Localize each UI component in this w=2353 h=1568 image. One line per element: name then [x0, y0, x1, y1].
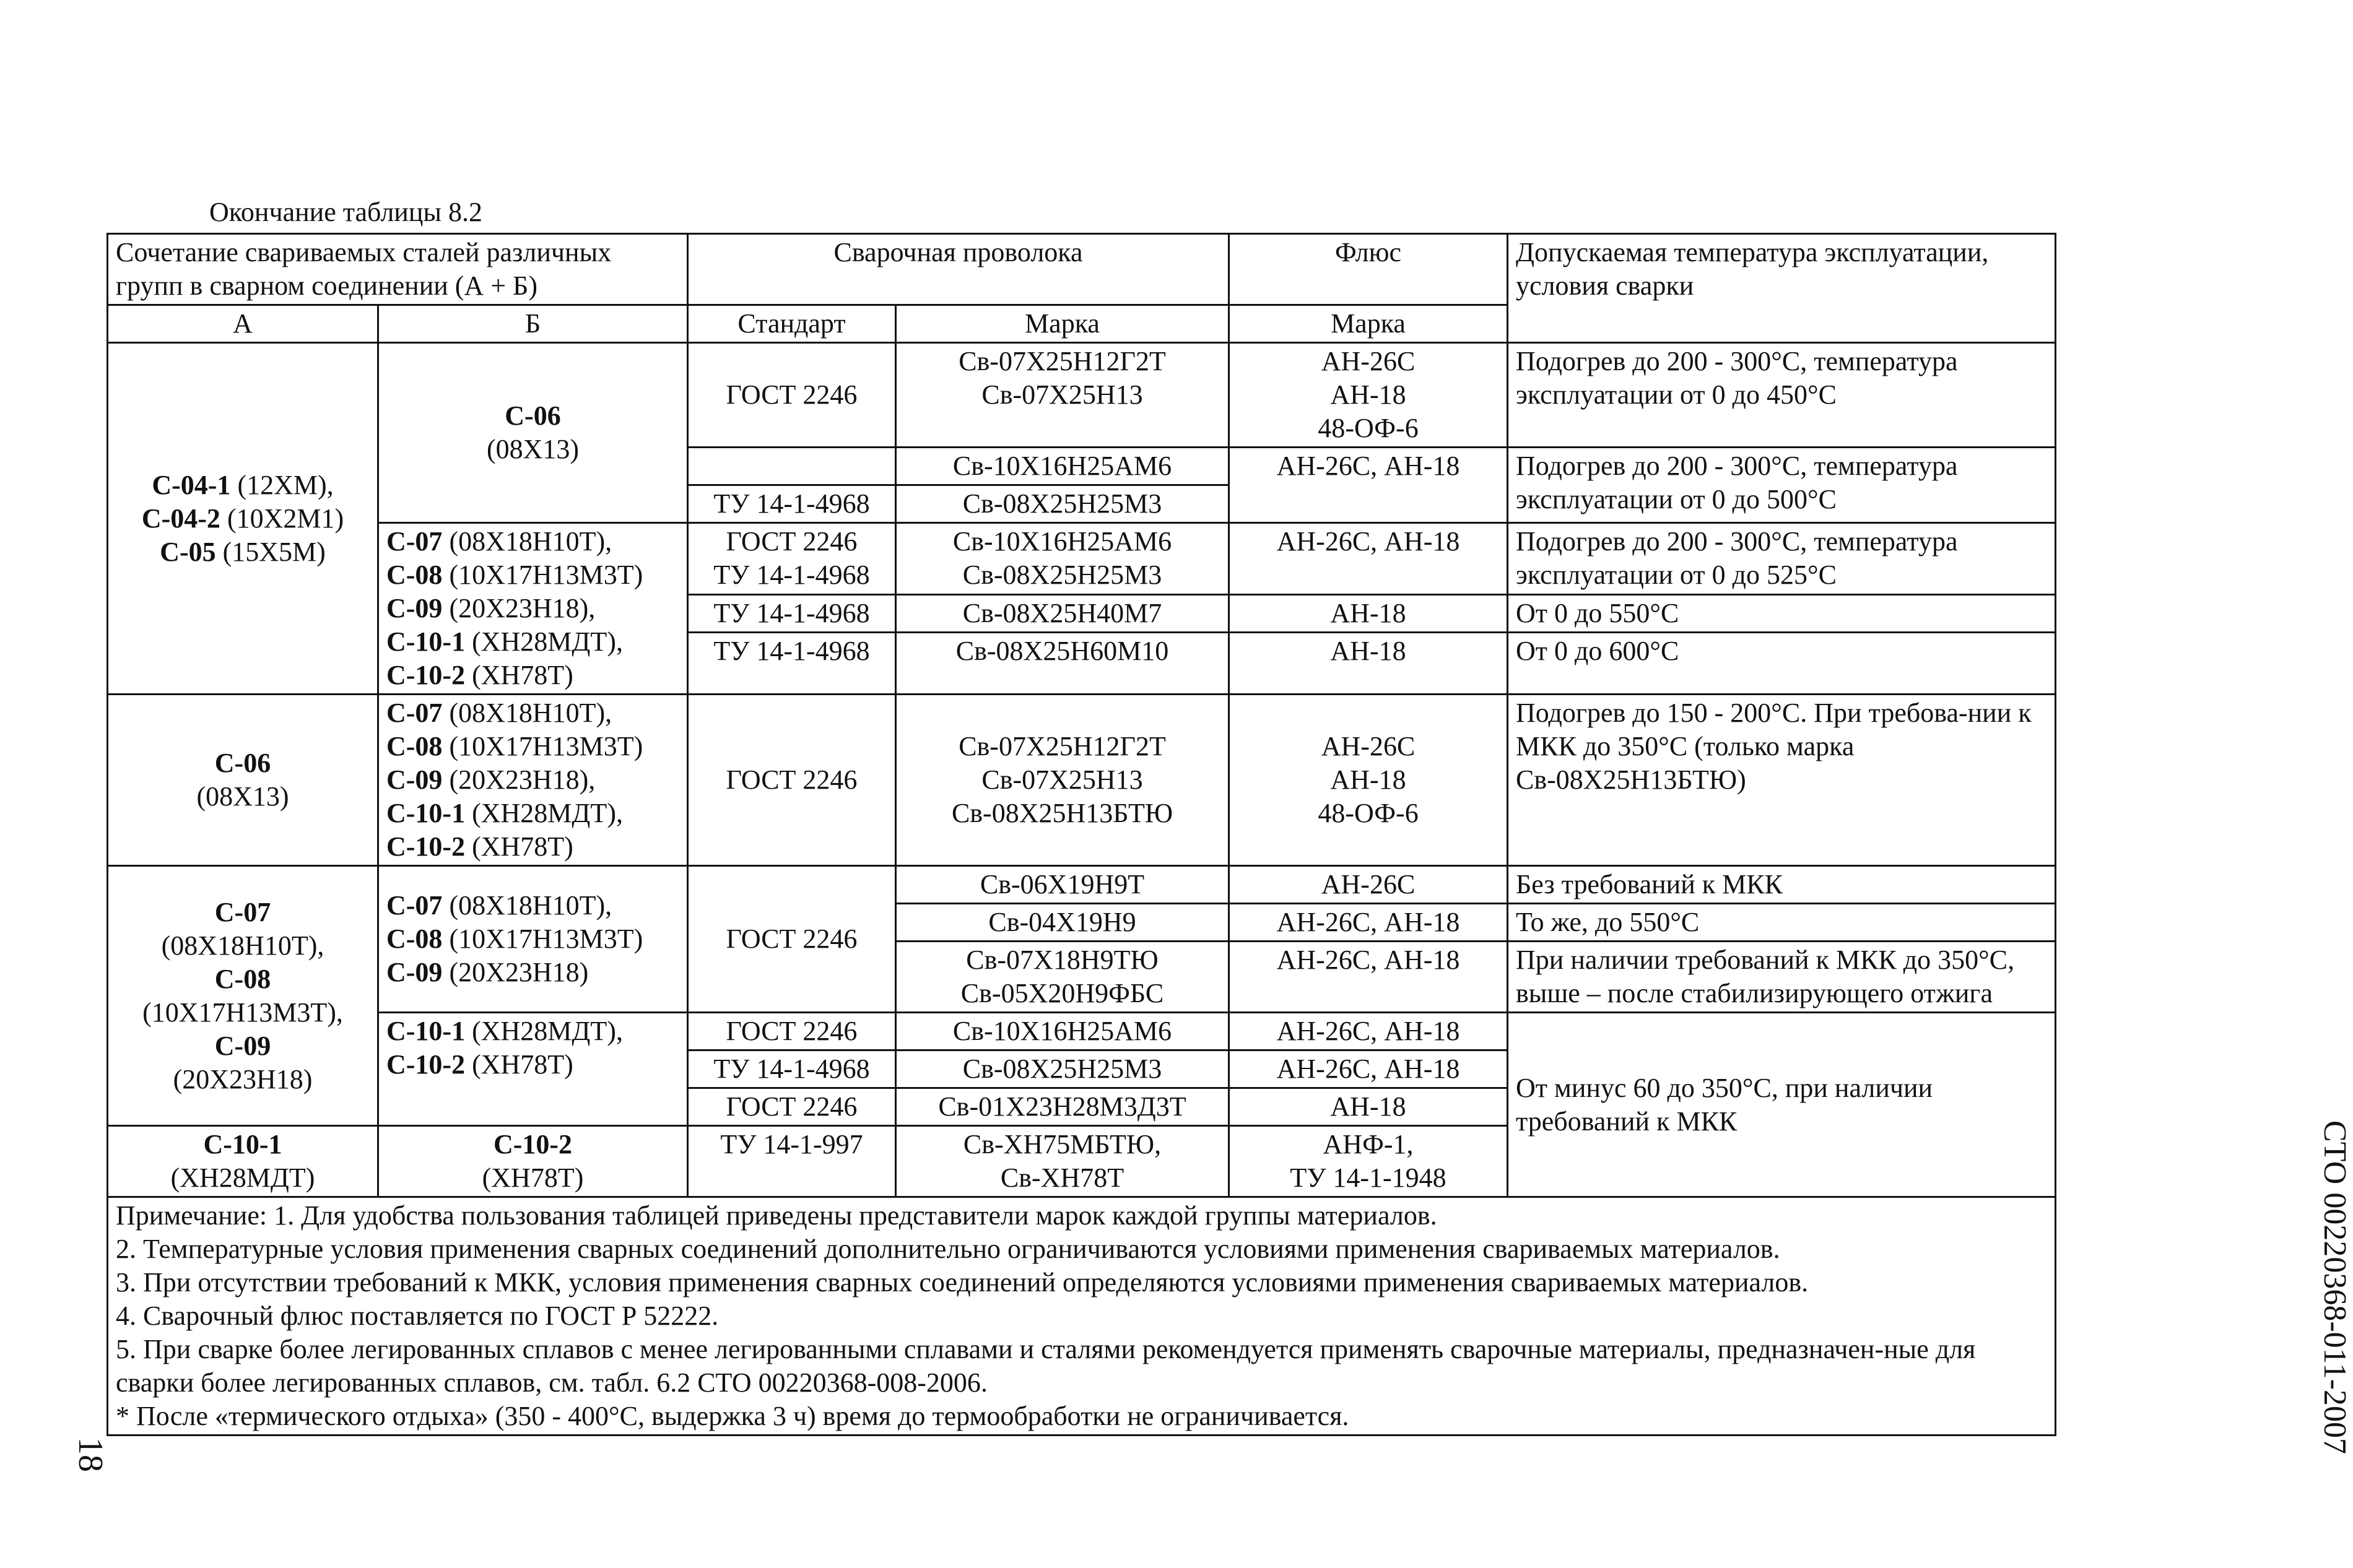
- group2-steel-a: С-06 (08Х13): [108, 695, 378, 866]
- wire-cell: Св-08Х25Н25М3: [896, 485, 1229, 523]
- table-row: [108, 1013, 2056, 1050]
- group3-steel-b1: С-07 (08Х18Н10Т), С-08 (10Х17Н13М3Т) С-09 (20Х23Н18): [378, 866, 688, 1013]
- header-combination: Сочетание свариваемых сталей различных групп в сварном соединении (А + Б): [108, 234, 688, 305]
- note-2: 2. Температурные условия применения сварных соединений дополнительно ограничиваются условиями применения свариваемых материалов.: [116, 1234, 1780, 1264]
- wire-cell: Св-04Х19Н9: [896, 904, 1229, 942]
- group2-steel-b: С-07 (08Х18Н10Т), С-08 (10Х17Н13М3Т) С-09 (20Х23Н18), С-10-1 (ХН28МДТ), С-10-2 (ХН78Т): [378, 695, 688, 866]
- table-row: [108, 695, 2056, 866]
- wire-cell: Св-10Х16Н25АМ6: [896, 1013, 1229, 1050]
- group4-steel-b: С-10-2 (ХН78Т): [378, 1126, 688, 1197]
- header-wire: Сварочная проволока: [688, 234, 1229, 305]
- standard-cell: ТУ 14-1-997: [688, 1126, 896, 1197]
- wire-cell: Св-01Х23Н28М3Д3Т: [896, 1088, 1229, 1126]
- table-caption: Окончание таблицы 8.2: [209, 197, 482, 227]
- flux-cell: АН-18: [1229, 1088, 1508, 1126]
- wire-cell: Св-ХН75МБТЮ, Св-ХН78Т: [896, 1126, 1229, 1197]
- temp-cell: Подогрев до 200 - 300°С, температура эксплуатации от 0 до 450°С: [1508, 343, 2056, 448]
- wire-cell: Св-07Х25Н12Г2Т Св-07Х25Н13: [896, 343, 1229, 448]
- standard-cell: ТУ 14-1-4968: [688, 485, 896, 523]
- header-col-a: А: [108, 305, 378, 343]
- temp-cell: Без требований к МКК: [1508, 866, 2056, 904]
- header-col-b: Б: [378, 305, 688, 343]
- group4-steel-a: С-10-1 (ХН28МДТ): [108, 1126, 378, 1197]
- flux-cell: АН-26С АН-18 48-ОФ-6: [1229, 695, 1508, 866]
- standard-cell: ТУ 14-1-4968: [688, 633, 896, 695]
- temp-cell: То же, до 550°С: [1508, 904, 2056, 942]
- temp-cell: Подогрев до 150 - 200°С. При требова-нии к МКК до 350°С (только марка Св-08Х25Н13БТЮ): [1508, 695, 2056, 866]
- flux-cell: АН-26С, АН-18: [1229, 1013, 1508, 1050]
- group1-steel-b2: С-07 (08Х18Н10Т), С-08 (10Х17Н13М3Т) С-09 (20Х23Н18), С-10-1 (ХН28МДТ), С-10-2 (ХН78Т): [378, 523, 688, 695]
- header-standard: Стандарт: [688, 305, 896, 343]
- note-1: Примечание: 1. Для удобства пользования таблицей приведены представители марок каждой группы материалов.: [116, 1200, 1437, 1231]
- group1-steel-a: С-04-1 (12ХМ), С-04-2 (10Х2М1) С-05 (15Х5М): [108, 343, 378, 695]
- standard-cell: ГОСТ 2246: [688, 695, 896, 866]
- flux-cell: АН-26С, АН-18: [1229, 942, 1508, 1013]
- header-flux: Флюс: [1229, 234, 1508, 305]
- wire-cell: Св-08Х25Н60М10: [896, 633, 1229, 695]
- wire-cell: Св-10Х16Н25АМ6: [896, 448, 1229, 485]
- standard-cell: ГОСТ 2246: [688, 1013, 896, 1050]
- group3-steel-b2: С-10-1 (ХН28МДТ), С-10-2 (ХН78Т): [378, 1013, 688, 1126]
- temp-cell: От 0 до 550°С: [1508, 594, 2056, 632]
- wire-cell: Св-07Х18Н9ТЮ Св-05Х20Н9ФБС: [896, 942, 1229, 1013]
- note-3: 3. При отсутствии требований к МКК, условия применения сварных соединений определяются условиями применения свариваемых материалов.: [116, 1267, 1809, 1297]
- table-row: [108, 343, 2056, 448]
- header-wire-mark: Марка: [896, 305, 1229, 343]
- standard-cell: ТУ 14-1-4968: [688, 1050, 896, 1088]
- flux-cell: АН-26С, АН-18: [1229, 448, 1508, 523]
- group1-steel-b1: С-06 (08Х13): [378, 343, 688, 523]
- header-flux-mark: Марка: [1229, 305, 1508, 343]
- wire-cell: Св-08Х25Н40М7: [896, 594, 1229, 632]
- standard-cell: ГОСТ 2246 ТУ 14-1-4968: [688, 523, 896, 595]
- header-row-1: [108, 234, 2056, 305]
- wire-cell: Св-10Х16Н25АМ6 Св-08Х25Н25М3: [896, 523, 1229, 595]
- notes-row: [108, 1197, 2056, 1436]
- table-row: [108, 523, 2056, 595]
- header-temp: Допускаемая температура эксплуатации, условия сварки: [1508, 234, 2056, 343]
- flux-cell: АН-26С: [1229, 866, 1508, 904]
- flux-cell: АН-26С АН-18 48-ОФ-6: [1229, 343, 1508, 448]
- group3-steel-a: С-07 (08Х18Н10Т), С-08 (10Х17Н13М3Т), С-09 (20Х23Н18): [108, 866, 378, 1126]
- note-4: 4. Сварочный флюс поставляется по ГОСТ Р 52222.: [116, 1301, 719, 1331]
- standard-cell: [688, 448, 896, 485]
- wire-cell: Св-08Х25Н25М3: [896, 1050, 1229, 1088]
- flux-cell: АНФ-1, ТУ 14-1-1948: [1229, 1126, 1508, 1197]
- flux-cell: АН-26С, АН-18: [1229, 904, 1508, 942]
- wire-cell: Св-07Х25Н12Г2Т Св-07Х25Н13 Св-08Х25Н13БТЮ: [896, 695, 1229, 866]
- note-5: 5. При сварке более легированных сплавов с менее легированными сплавами и сталями рекомендуется применять сварочные материалы, предназначен-ные для сварки более легированных сплавов, см. табл. 6.2 СТО 00220368-008-2006.: [116, 1334, 1976, 1398]
- welding-materials-table: [107, 233, 2056, 1436]
- temp-cell: Подогрев до 200 - 300°С, температура эксплуатации от 0 до 525°С: [1508, 523, 2056, 595]
- flux-cell: АН-18: [1229, 633, 1508, 695]
- document-code: СТО 00220368-011-2007: [2317, 1120, 2352, 1455]
- note-asterisk: * После «термического отдыха» (350 - 400°С, выдержка 3 ч) время до термообработки не ограничивается.: [116, 1401, 1349, 1431]
- temp-cell: При наличии требований к МКК до 350°С, выше – после стабилизирующего отжига: [1508, 942, 2056, 1013]
- standard-cell: ГОСТ 2246: [688, 866, 896, 1013]
- table-row: [108, 866, 2056, 904]
- page-number: 18: [71, 1437, 110, 1472]
- temp-cell: От 0 до 600°С: [1508, 633, 2056, 695]
- standard-cell: ТУ 14-1-4968: [688, 594, 896, 632]
- standard-cell: ГОСТ 2246: [688, 343, 896, 448]
- temp-cell: От минус 60 до 350°С, при наличии требований к МКК: [1508, 1013, 2056, 1197]
- flux-cell: АН-26С, АН-18: [1229, 523, 1508, 595]
- standard-cell: ГОСТ 2246: [688, 1088, 896, 1126]
- flux-cell: АН-26С, АН-18: [1229, 1050, 1508, 1088]
- flux-cell: АН-18: [1229, 594, 1508, 632]
- temp-cell: Подогрев до 200 - 300°С, температура эксплуатации от 0 до 500°С: [1508, 448, 2056, 523]
- notes-cell: [108, 1197, 2056, 1436]
- wire-cell: Св-06Х19Н9Т: [896, 866, 1229, 904]
